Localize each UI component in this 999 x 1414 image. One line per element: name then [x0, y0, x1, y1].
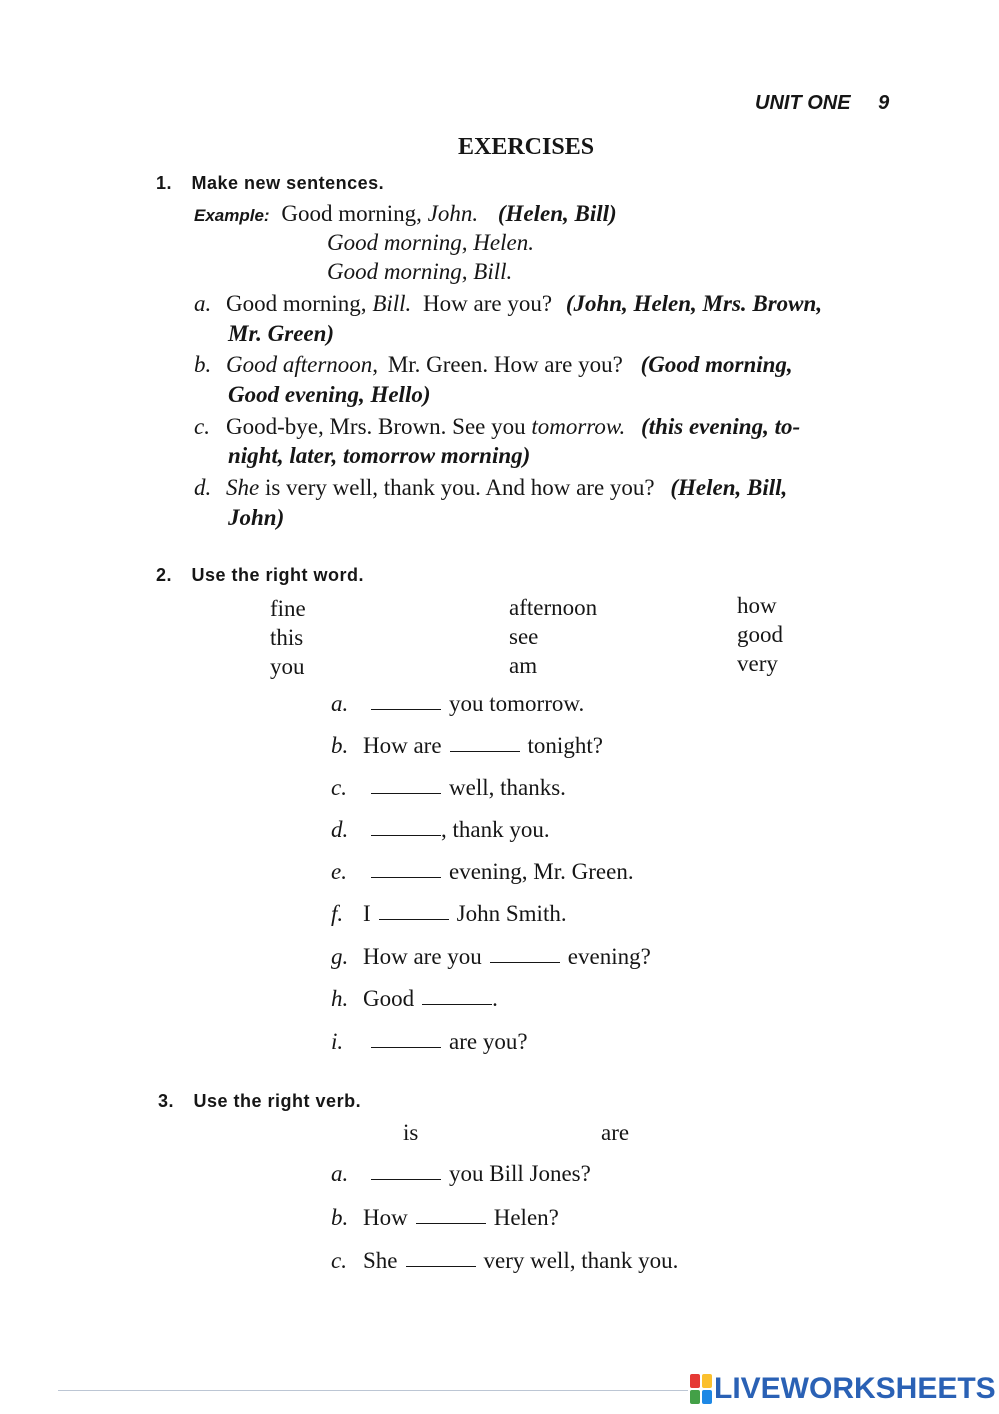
logo-tile — [690, 1390, 700, 1404]
item-text: evening? — [567, 944, 651, 969]
logo-tile — [690, 1374, 700, 1388]
word-bank-word: you — [270, 654, 305, 679]
item-text: How are you? — [423, 291, 553, 316]
exercise-1d — [194, 475, 787, 501]
unit-title: UNIT ONE — [755, 92, 851, 114]
item-text: How — [363, 1205, 408, 1230]
word-bank-word: how — [737, 593, 777, 618]
answer-blank[interactable] — [406, 1265, 476, 1267]
item-label: a. — [194, 291, 212, 316]
exercise-2b — [331, 733, 603, 759]
item-text: evening, Mr. Green. — [449, 859, 634, 884]
item-label: c. — [194, 414, 210, 439]
item-text: John Smith. — [456, 901, 567, 926]
exercise-1b-cont: Good evening, Hello) — [228, 382, 431, 407]
item-label: a. — [331, 691, 349, 716]
item-options: (Helen, Bill, — [670, 475, 788, 500]
word-bank-word: good — [737, 622, 783, 647]
answer-blank[interactable] — [422, 1003, 492, 1005]
exercise-1a-cont: Mr. Green) — [228, 321, 335, 346]
word-bank-word: am — [509, 653, 538, 678]
exercise-3a — [331, 1161, 591, 1187]
item-italic: Bill. — [372, 291, 412, 316]
word-bank-word: see — [509, 624, 539, 649]
item-text: are you? — [449, 1029, 528, 1054]
item-options: (John, Helen, Mrs. Brown, — [565, 291, 823, 316]
item-text: , thank you. — [441, 817, 550, 842]
item-text: Good-bye, Mrs. Brown. See you — [226, 414, 526, 439]
item-options: (Good morning, — [640, 352, 793, 377]
item-italic: tomorrow. — [531, 414, 626, 439]
exercise-2-number: 2. — [156, 565, 173, 585]
exercise-2-heading — [156, 565, 364, 586]
answer-blank[interactable] — [450, 750, 520, 752]
answer-blank[interactable] — [490, 961, 560, 963]
answer-blank[interactable] — [371, 876, 441, 878]
item-text: is very well, thank you. And how are you? — [264, 475, 655, 500]
exercise-1-number: 1. — [156, 173, 173, 193]
word-bank-word: afternoon — [509, 595, 598, 620]
item-text: you tomorrow. — [449, 691, 585, 716]
item-label: c. — [331, 1248, 347, 1273]
item-label: e. — [331, 859, 347, 884]
word-bank-col-1 — [270, 594, 306, 681]
example-italic: John. — [427, 201, 479, 226]
exercise-2-instruction: Use the right word. — [191, 565, 365, 585]
example-line-3: Good morning, Bill. — [327, 259, 513, 284]
item-text: Mr. Green. How are you? — [387, 352, 623, 377]
word-bank-col-3 — [737, 591, 783, 678]
item-options: (this evening, to- — [641, 414, 801, 439]
example-line-2: Good morning, Helen. — [327, 230, 534, 255]
example-options: (Helen, Bill) — [497, 201, 617, 226]
item-label: b. — [331, 1205, 349, 1230]
answer-blank[interactable] — [371, 792, 441, 794]
item-italic: Good afternoon, — [226, 352, 379, 377]
item-label: d. — [331, 817, 349, 842]
item-label: b. — [331, 733, 349, 758]
page-number: 9 — [878, 92, 890, 114]
exercise-2f — [331, 901, 567, 927]
exercise-2h — [331, 986, 498, 1012]
logo-tile — [702, 1390, 712, 1404]
verb-bank-is: is — [403, 1120, 419, 1145]
item-text: Helen? — [493, 1205, 559, 1230]
exercise-1c-cont: night, later, tomorrow morning) — [228, 443, 531, 468]
item-text: well, thanks. — [449, 775, 566, 800]
exercise-3-instruction: Use the right verb. — [193, 1091, 362, 1111]
verb-bank-are: are — [601, 1120, 630, 1145]
item-text: I — [363, 901, 371, 926]
item-label: h. — [331, 986, 349, 1011]
word-bank-word: very — [737, 651, 778, 676]
example-label: Example: — [194, 206, 270, 225]
item-italic: She — [226, 475, 260, 500]
footer-divider — [58, 1390, 688, 1391]
answer-blank[interactable] — [371, 1178, 441, 1180]
liveworksheets-brand: LIVEWORKSHEETS — [714, 1372, 996, 1405]
item-text: you Bill Jones? — [449, 1161, 591, 1186]
answer-blank[interactable] — [416, 1222, 486, 1224]
exercise-1c — [194, 414, 800, 440]
item-text: She — [363, 1248, 398, 1273]
exercise-2a — [331, 691, 584, 717]
item-label: a. — [331, 1161, 349, 1186]
item-text: . — [492, 986, 498, 1011]
answer-blank[interactable] — [371, 834, 441, 836]
item-label: f. — [331, 901, 344, 926]
exercise-1d-cont: John) — [228, 505, 285, 530]
liveworksheets-logo[interactable] — [690, 1372, 996, 1406]
example-line-1 — [194, 201, 617, 227]
item-text: very well, thank you. — [483, 1248, 679, 1273]
liveworksheets-logo-icon — [690, 1374, 712, 1404]
exercise-3b — [331, 1205, 559, 1231]
item-label: b. — [194, 352, 212, 377]
exercise-1b — [194, 352, 793, 378]
exercise-1-instruction: Make new sentences. — [191, 173, 385, 193]
exercise-3c — [331, 1248, 678, 1274]
answer-blank[interactable] — [371, 1046, 441, 1048]
page-title: EXERCISES — [458, 134, 595, 160]
item-label: g. — [331, 944, 349, 969]
example-plain: Good morning, — [281, 201, 422, 226]
exercise-2e — [331, 859, 634, 885]
exercise-2c — [331, 775, 566, 801]
item-text: tonight? — [527, 733, 603, 758]
word-bank-word: this — [270, 625, 304, 650]
word-bank-word: fine — [270, 596, 306, 621]
logo-tile — [702, 1374, 712, 1388]
item-label: c. — [331, 775, 347, 800]
item-label: i. — [331, 1029, 344, 1054]
answer-blank[interactable] — [371, 708, 441, 710]
exercise-3-number: 3. — [158, 1091, 175, 1111]
exercise-1-heading — [156, 173, 384, 194]
item-text: How are — [363, 733, 442, 758]
exercise-2i — [331, 1029, 528, 1055]
unit-header — [755, 92, 889, 115]
exercise-1a — [194, 291, 822, 317]
item-text: Good — [363, 986, 415, 1011]
item-text: Good morning, — [226, 291, 367, 316]
item-text: How are you — [363, 944, 482, 969]
word-bank-col-2 — [509, 593, 597, 680]
exercise-2d — [331, 817, 550, 843]
answer-blank[interactable] — [379, 918, 449, 920]
item-label: d. — [194, 475, 212, 500]
exercise-2g — [331, 944, 651, 970]
exercise-3-heading — [158, 1091, 361, 1112]
